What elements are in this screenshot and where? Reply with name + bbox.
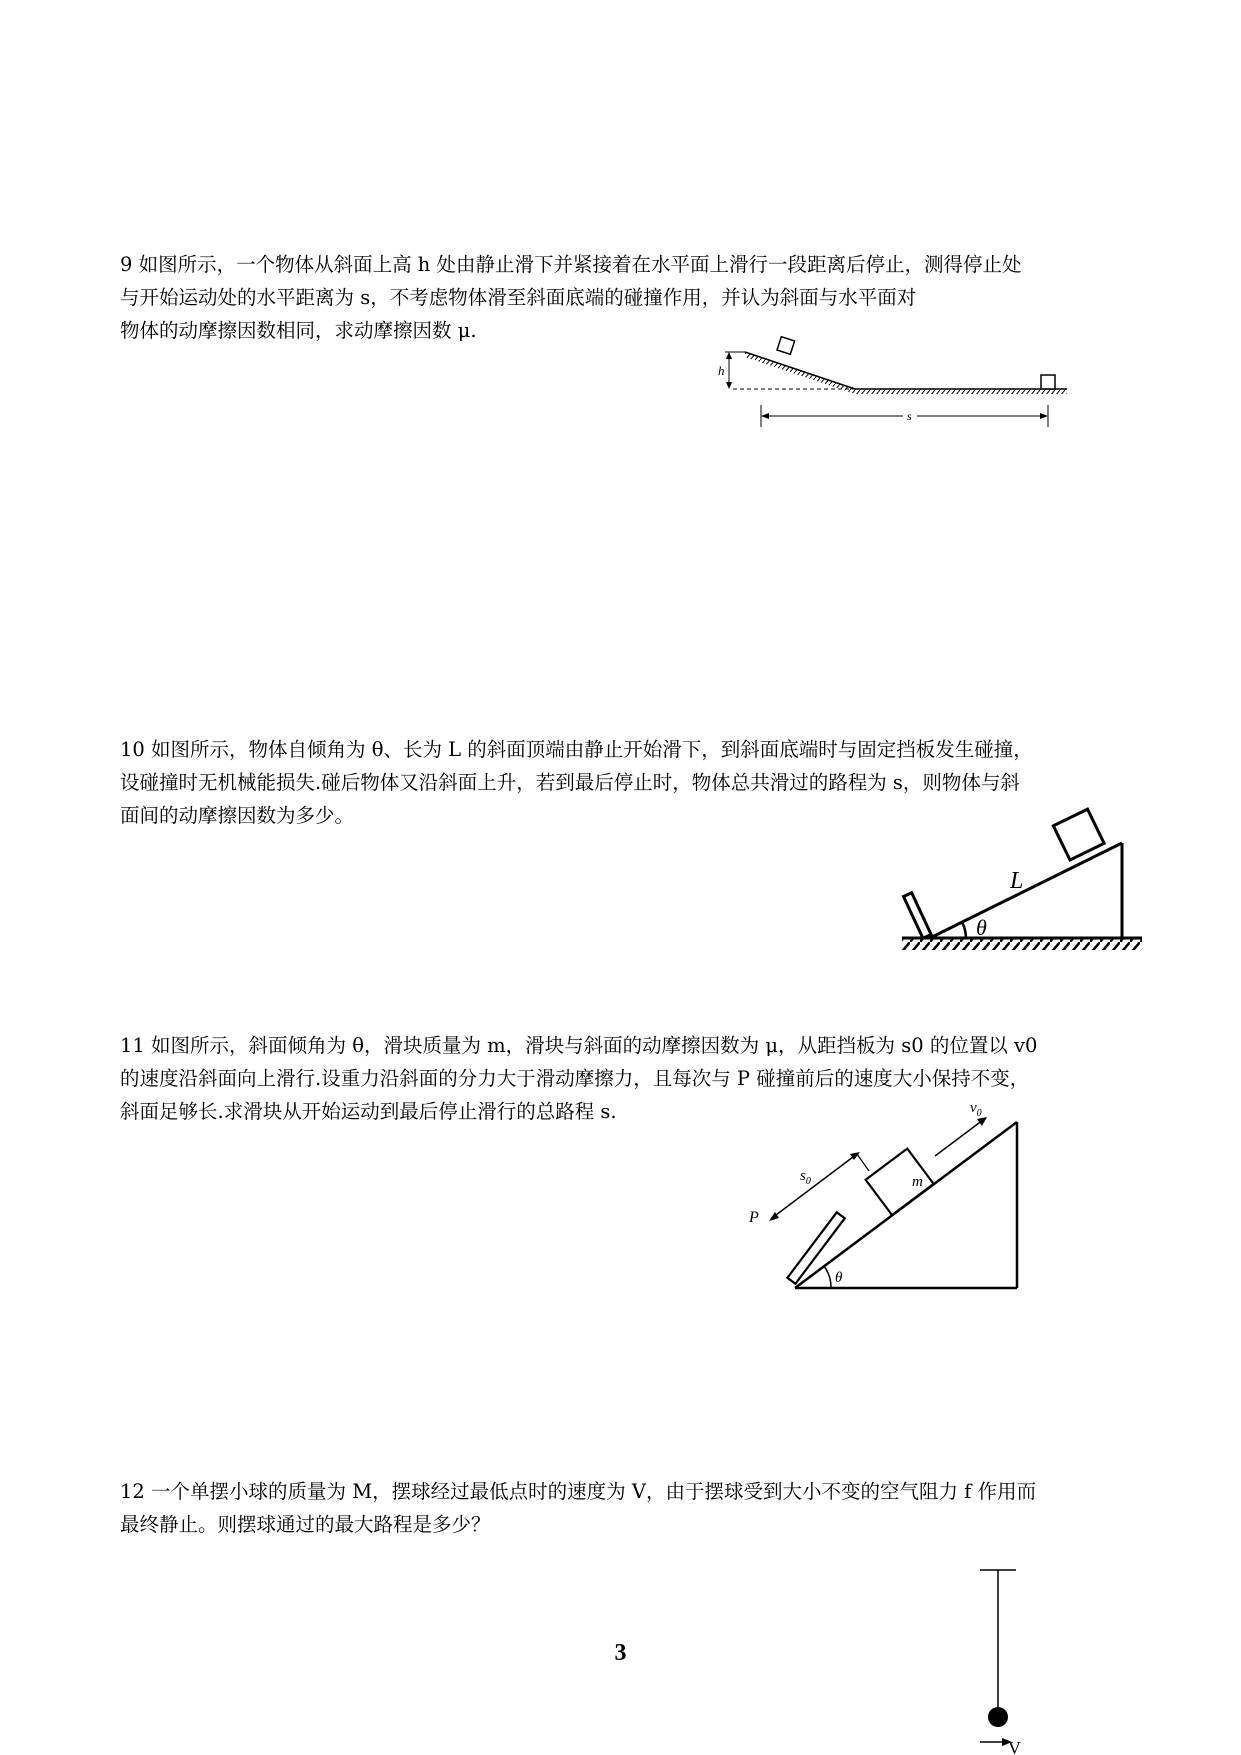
problem-9-line-2: 与开始运动处的水平距离为 s，不考虑物体滑至斜面底端的碰撞作用，并认为斜面与水平面对 bbox=[120, 286, 917, 309]
label-P: P bbox=[749, 1209, 759, 1226]
label-L: L bbox=[1010, 868, 1024, 894]
problem-12-text bbox=[120, 1475, 1130, 1541]
label-m: m bbox=[912, 1174, 923, 1190]
problem-11-line-1: 11 如图所示，斜面倾角为 θ，滑块质量为 m，滑块与斜面的动摩擦因数为 μ，从距挡板为 s0 的位置以 v0 bbox=[120, 1034, 1038, 1057]
problem-10-line-2: 设碰撞时无机械能损失.碰后物体又沿斜面上升，若到最后停止时，物体总共滑过的路程为 s，则物体与斜 bbox=[120, 771, 1020, 794]
problem-11-line-2: 的速度沿斜面向上滑行.设重力沿斜面的分力大于滑动摩擦力，且每次与 P 碰撞前后的速度大小保持不变， bbox=[120, 1067, 1030, 1090]
label-s: s bbox=[907, 409, 912, 423]
label-v0: $v_0$ bbox=[970, 1100, 982, 1119]
problem-11-line-3: 斜面足够长.求滑块从开始运动到最后停止滑行的总路程 s. bbox=[120, 1100, 617, 1123]
problem-10-line-3: 面间的动摩擦因数为多少。 bbox=[120, 804, 355, 827]
problem-9-line-1: 9 如图所示，一个物体从斜面上高 h 处由静止滑下并紧接着在水平面上滑行一段距离后停止，测得停止处 bbox=[120, 253, 1022, 276]
problem-10-line-1: 10 如图所示，物体自倾角为 θ、长为 L 的斜面顶端由静止开始滑下，到斜面底端时与固定挡板发生碰撞， bbox=[120, 738, 1033, 761]
label-theta-11: θ bbox=[835, 1270, 843, 1286]
label-h: h bbox=[718, 363, 725, 378]
problem-9-line-3: 物体的动摩擦因数相同，求动摩擦因数 μ. bbox=[120, 319, 477, 342]
problem-9-figure bbox=[715, 330, 1075, 440]
label-s0: $s_0$ bbox=[800, 1168, 811, 1187]
label-theta: θ bbox=[976, 915, 987, 940]
page-number: 3 bbox=[614, 1640, 627, 1666]
problem-10-figure bbox=[900, 810, 1160, 970]
problem-12-line-2: 最终静止。则摆球通过的最大路程是多少？ bbox=[120, 1513, 491, 1536]
label-V: V bbox=[1008, 1738, 1021, 1755]
problem-12-line-1: 12 一个单摆小球的质量为 M，摆球经过最低点时的速度为 V，由于摆球受到大小不变的空气阻力 f 作用而 bbox=[120, 1480, 1037, 1503]
problem-11-figure bbox=[745, 1098, 1035, 1298]
